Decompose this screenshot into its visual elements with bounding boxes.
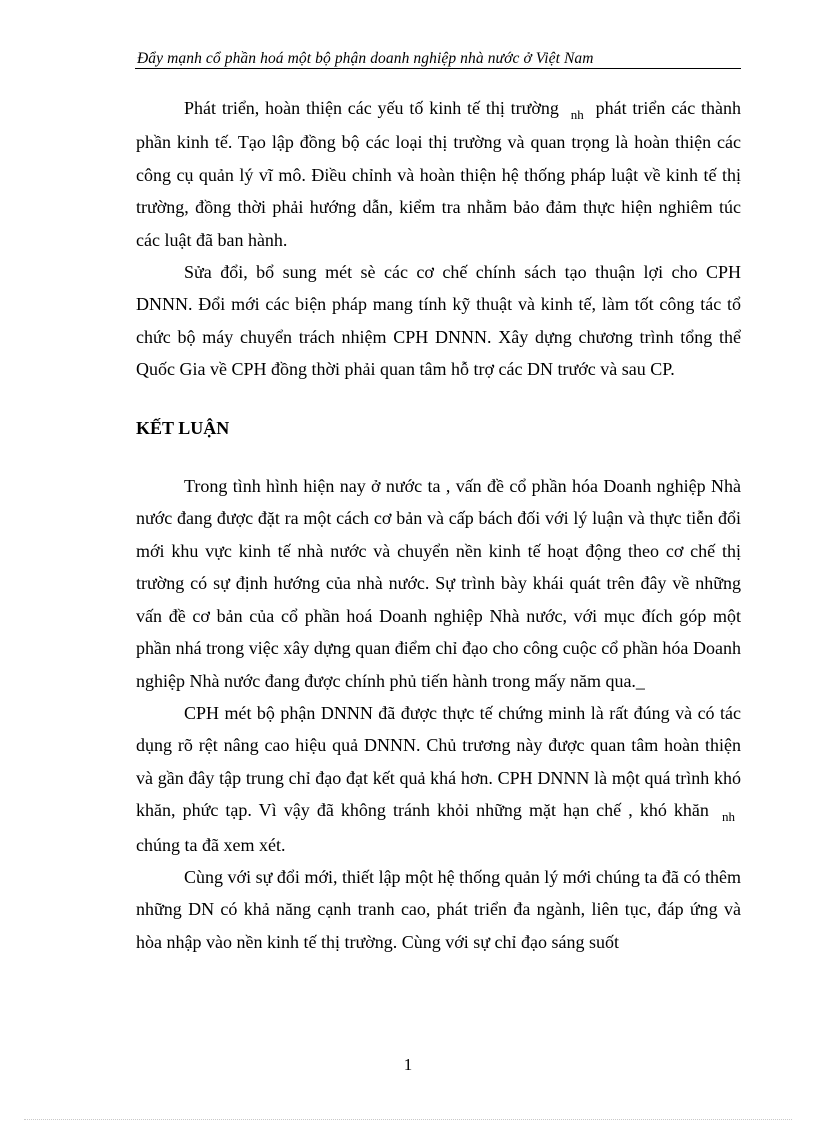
paragraph-1-text-a: Phát triển, hoàn thiện các yếu tố kinh tế thị trường: [184, 98, 559, 118]
paragraph-4-text-b: chúng ta đã xem xét.: [136, 834, 286, 855]
paragraph-4-nh-mark: nh: [722, 809, 735, 825]
page-bottom-border: [24, 1119, 792, 1120]
paragraph-4: [136, 697, 741, 861]
paragraph-4-text-a: CPH mét bộ phận DNNN đã được thực tế chứng minh là rất đúng và có tác dụng rõ rệt nâng cao hiệu quả DNNN. Chủ trương này được quan tâm hoàn thiện và gần đây tập trung chỉ đạo đạt kết quả khá hơn. CPH DNNN là một quá trình khó khăn, phức tạp. Vì vậy đã không tránh khỏi những mặt hạn chế , khó khăn: [136, 702, 741, 821]
running-header: Đẩy mạnh cổ phần hoá một bộ phận doanh nghiệp nhà nước ở Việt Nam: [137, 50, 594, 67]
paragraph-5: Cùng với sự đổi mới, thiết lập một hệ thống quản lý mới chúng ta đã có thêm những DN có khả năng cạnh tranh cao, phát triển đa ngành, liên tục, đáp ứng và hòa nhập vào nền kinh tế thị trường. Cùng với sự chỉ đạo sáng suốt: [136, 866, 741, 952]
section-heading: KẾT LUẬN: [136, 417, 230, 438]
body-text: [136, 92, 741, 958]
paragraph-1: [136, 92, 741, 256]
page-number: 1: [403, 1055, 413, 1074]
header-rule: [135, 68, 741, 69]
paragraph-3: Trong tình hình hiện nay ở nước ta , vấn đề cổ phần hóa Doanh nghiệp Nhà nước đang được đặt ra một cách cơ bản và cấp bách đối với lý luận và thực tiễn đổi mới khu vực kinh tế nhà nước và chuyển nền kinh tế hoạt động theo cơ chế thị trường có sự định hướng của nhà nước. Sự trình bày khái quát trên đây về những vấn đề cơ bản của cổ phần hoá Doanh nghiệp Nhà nước, với mục đích góp một phần nhá trong việc xây dựng quan điểm chỉ đạo cho công cuộc cổ phần hóa Doanh nghiệp Nhà nước đang được chính phủ tiến hành trong mấy năm qua._: [136, 476, 741, 691]
paragraph-1-nh-mark: nh: [570, 107, 584, 122]
paragraph-2: Sửa đổi, bổ sung mét sè các cơ chế chính sách tạo thuận lợi cho CPH DNNN. Đổi mới các biện pháp mang tính kỹ thuật và kinh tế, làm tốt công tác tổ chức bộ máy chuyển trách nhiệm CPH DNNN. Xây dựng chương trình tổng thể Quốc Gia về CPH đồng thời phải quan tâm hỗ trợ các DN trước và sau CP.: [136, 262, 741, 380]
paragraph-1-text-b: phát triển các thành phần kinh tế. Tạo lập đồng bộ các loại thị trường và quan trọng là hoàn thiện các công cụ quản lý vĩ mô. Điều chỉnh và hoàn thiện hệ thống pháp luật về kinh tế thị trường, đồng thời phải hướng dẫn, kiểm tra nhằm bảo đảm thực hiện nghiêm túc các luật đã ban hành.: [136, 98, 742, 250]
